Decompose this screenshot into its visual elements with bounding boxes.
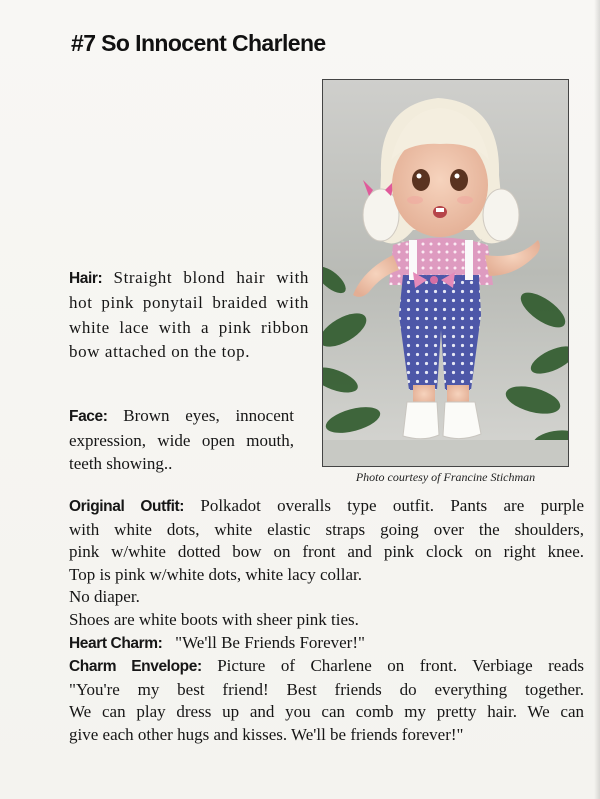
photo-caption: Photo courtesy of Francine Stichman [355,470,536,484]
hair-label: Hair: [69,270,103,287]
doll-photo-illustration [323,80,568,466]
outfit-label: Original Outfit: [69,498,185,515]
heart-charm-label: Heart Charm: [69,634,163,652]
outfit-line-3: pink w/white dotted bow on front and pink clock on right knee. [69,542,584,562]
outfit-line-2: with white dots, white elastic straps going over the shoulders, [69,519,584,539]
charm-envelope-label: Charm Envelope: [69,658,202,676]
face-label: Face: [69,408,108,425]
details-section [69,495,584,747]
envelope-line-3: We can play dress up and you can comb my pretty hair. We can [69,702,584,722]
envelope-line-1 [69,655,584,679]
face-section [69,404,294,476]
envelope-line-2: "You're my best friend! Best friends do everything together. [69,679,584,699]
outfit-line-5: No diaper. [69,587,140,607]
envelope-line-4: give each other hugs and kisses. We'll be friends forever!" [69,724,464,744]
outfit-text-1: Polkadot overalls type outfit. Pants are purple [200,496,584,515]
outfit-line-6: Shoes are white boots with sheer pink ties. [69,609,359,629]
face-text: Brown eyes, innocent expression, wide open mouth, teeth showing.. [69,406,294,473]
heart-charm-line [69,632,584,656]
hair-section [69,266,309,364]
outfit-line-4: Top is pink w/white dots, white lacy collar. [69,564,362,584]
outfit-line-1 [69,495,584,519]
page-edge-shadow [594,0,600,799]
hair-text: Straight blond hair with hot pink ponytail braided with white lace with a pink ribbon bow attached on the top. [69,268,309,361]
envelope-text-1: Picture of Charlene on front. Verbiage reads [217,656,584,676]
heart-charm-text: "We'll Be Friends Forever!" [175,632,365,652]
doll-photo [322,79,569,467]
page-title: #7 So Innocent Charlene [71,30,326,56]
